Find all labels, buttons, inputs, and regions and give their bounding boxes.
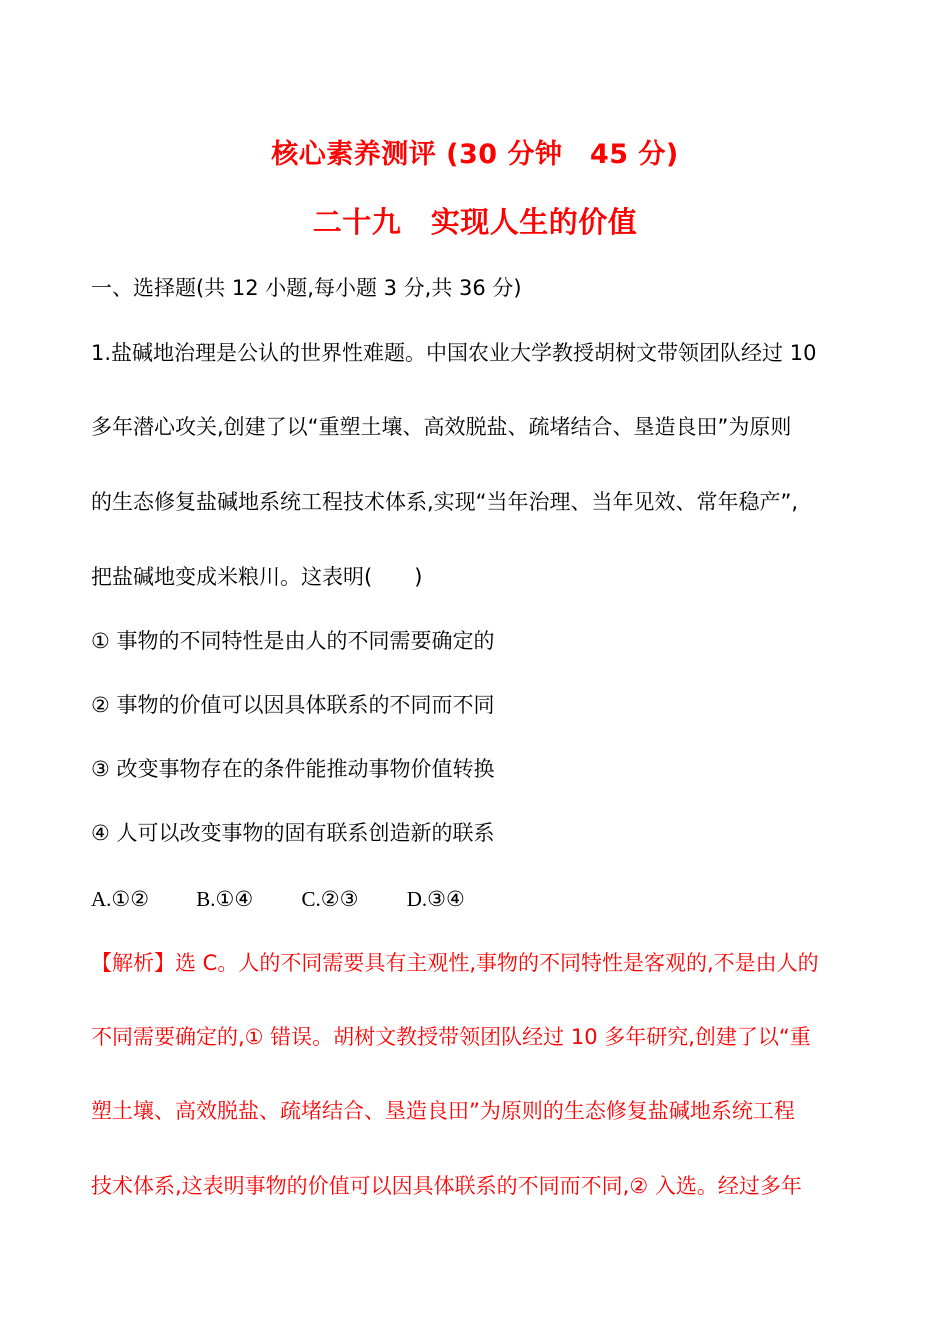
option-b: B.①④ bbox=[196, 887, 254, 911]
page-subtitle: 二十九 实现人生的价值 bbox=[312, 205, 638, 239]
section-heading: 一、选择题(共 12 小题,每小题 3 分,共 36 分) bbox=[91, 276, 522, 300]
question-line: 1.盐碱地治理是公认的世界性难题。中国农业大学教授胡树文带领团队经过 10 bbox=[91, 341, 817, 365]
question-line: 的生态修复盐碱地系统工程技术体系,实现“当年治理、当年见效、常年稳产”, bbox=[91, 490, 799, 514]
statement-2: ② 事物的价值可以因具体联系的不同而不同 bbox=[91, 693, 495, 717]
question-line: 把盐碱地变成米粮川。这表明( ) bbox=[91, 565, 423, 589]
statement-1: ① 事物的不同特性是由人的不同需要确定的 bbox=[91, 629, 495, 653]
statement-4: ④ 人可以改变事物的固有联系创造新的联系 bbox=[91, 821, 495, 845]
answer-options bbox=[91, 884, 465, 914]
option-d: D.③④ bbox=[406, 887, 465, 911]
analysis-line: 【解析】选 C。人的不同需要具有主观性,事物的不同特性是客观的,不是由人的 bbox=[91, 951, 819, 975]
analysis-line: 塑土壤、高效脱盐、疏堵结合、垦造良田”为原则的生态修复盐碱地系统工程 bbox=[91, 1099, 795, 1123]
statement-3: ③ 改变事物存在的条件能推动事物价值转换 bbox=[91, 757, 495, 781]
question-line: 多年潜心攻关,创建了以“重塑土壤、高效脱盐、疏堵结合、垦造良田”为原则 bbox=[91, 415, 792, 439]
option-a: A.①② bbox=[91, 887, 150, 911]
option-c: C.②③ bbox=[301, 887, 359, 911]
analysis-line: 不同需要确定的,① 错误。胡树文教授带领团队经过 10 多年研究,创建了以“重 bbox=[91, 1025, 811, 1049]
analysis-line: 技术体系,这表明事物的价值可以因具体联系的不同而不同,② 入选。经过多年 bbox=[91, 1174, 802, 1198]
page-title: 核心素养测评 (30 分钟 45 分) bbox=[271, 139, 679, 170]
